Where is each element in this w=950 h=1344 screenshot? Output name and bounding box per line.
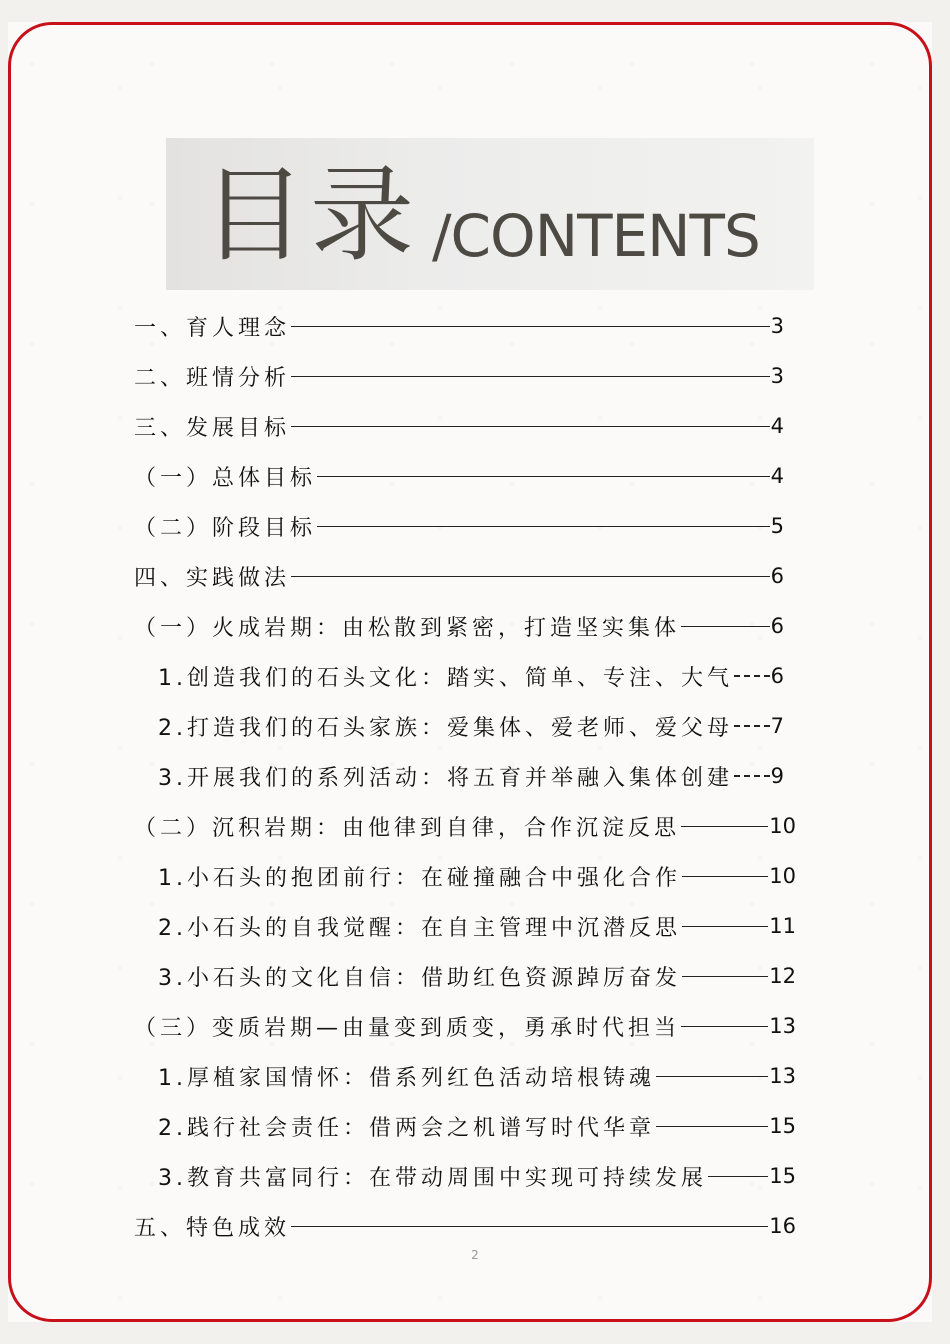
toc-entry-label: 2.打造我们的石头家族：爱集体、爱老师、爱父母	[158, 715, 733, 741]
toc-entry-label: 四、实践做法	[134, 565, 291, 591]
toc-leader-line	[708, 1176, 768, 1177]
toc-entry[interactable]	[134, 1006, 796, 1046]
toc-entry-label: 2.小石头的自我觉醒：在自主管理中沉潜反思	[158, 915, 681, 941]
toc-leader-line	[656, 1076, 768, 1077]
toc-entry-label: 三、发展目标	[134, 415, 291, 441]
toc-entry-page: 10	[769, 864, 796, 888]
toc-leader-line	[734, 725, 770, 727]
toc-entry-page: 11	[769, 914, 796, 938]
toc-entry[interactable]	[158, 1106, 796, 1146]
toc-entry-page: 9	[770, 764, 784, 788]
toc-entry-page: 16	[769, 1214, 796, 1238]
toc-leader-line	[681, 826, 768, 827]
toc-leader-line	[682, 976, 768, 977]
toc-leader-line	[681, 626, 770, 627]
toc-entry[interactable]	[134, 456, 784, 496]
toc-entry-page: 13	[769, 1014, 796, 1038]
toc-entry-page: 12	[769, 964, 796, 988]
page-number: 2	[471, 1248, 479, 1262]
toc-leader-line	[681, 1026, 768, 1027]
toc-entry-label: 二、班情分析	[134, 365, 291, 391]
toc-entry-label: 1.创造我们的石头文化：踏实、简单、专注、大气	[158, 665, 733, 691]
toc-entry-label: （三）变质岩期—由量变到质变，勇承时代担当	[134, 1015, 681, 1041]
toc-leader-line	[291, 426, 770, 427]
toc-entry[interactable]	[158, 1156, 796, 1196]
toc-leader-line	[317, 476, 770, 477]
toc-entry-label: 3.教育共富同行：在带动周围中实现可持续发展	[158, 1165, 707, 1191]
toc-leader-line	[317, 526, 770, 527]
toc-entry-page: 3	[770, 364, 784, 388]
toc-entry[interactable]	[158, 1056, 796, 1096]
toc-entry[interactable]	[158, 906, 796, 946]
toc-entry-label: （二）沉积岩期：由他律到自律，合作沉淀反思	[134, 815, 681, 841]
toc-entry-label: 2.践行社会责任：借两会之机谱写时代华章	[158, 1115, 655, 1141]
toc-entry-label: 3.开展我们的系列活动：将五育并举融入集体创建	[158, 765, 733, 791]
toc-entry-page: 5	[770, 514, 784, 538]
toc-entry-label: 1.小石头的抱团前行：在碰撞融合中强化合作	[158, 865, 681, 891]
toc-entry[interactable]	[134, 1206, 796, 1246]
toc-entry-label: 五、特色成效	[134, 1215, 291, 1241]
toc-entry[interactable]	[134, 506, 784, 546]
toc-leader-line	[682, 926, 768, 927]
page-title-en: /CONTENTS	[432, 202, 760, 270]
toc-entry-label: （一）火成岩期：由松散到紧密，打造坚实集体	[134, 615, 681, 641]
toc-leader-line	[734, 675, 770, 677]
toc-entry[interactable]	[134, 556, 784, 596]
toc-entry-label: 3.小石头的文化自信：借助红色资源踔厉奋发	[158, 965, 681, 991]
toc-entry-label: （二）阶段目标	[134, 515, 317, 541]
toc-entry-page: 13	[769, 1064, 796, 1088]
toc-entry-page: 4	[770, 464, 784, 488]
toc-entry-label: （一）总体目标	[134, 465, 317, 491]
toc-leader-line	[291, 376, 770, 377]
toc-entry[interactable]	[158, 706, 784, 746]
toc-leader-line	[291, 326, 770, 327]
toc-entry-page: 15	[769, 1114, 796, 1138]
toc-entry[interactable]	[134, 606, 784, 646]
toc-entry-page: 15	[769, 1164, 796, 1188]
toc-leader-line	[291, 1226, 768, 1227]
toc-entry-page: 6	[770, 664, 784, 688]
toc-entry-page: 7	[770, 714, 784, 738]
toc-entry[interactable]	[158, 756, 784, 796]
toc-entry[interactable]	[134, 406, 784, 446]
toc-leader-line	[682, 876, 768, 877]
toc-entry-label: 一、育人理念	[134, 315, 291, 341]
toc-leader-line	[734, 775, 770, 777]
toc-entry-label: 1.厚植家国情怀：借系列红色活动培根铸魂	[158, 1065, 655, 1091]
toc-entry[interactable]	[158, 856, 796, 896]
toc-entry-page: 6	[770, 564, 784, 588]
toc-entry-page: 4	[770, 414, 784, 438]
toc-entry-page: 10	[769, 814, 796, 838]
toc-entry[interactable]	[158, 956, 796, 996]
page-title-cn: 目录	[202, 154, 419, 276]
toc-entry-page: 3	[770, 314, 784, 338]
toc-entry[interactable]	[158, 656, 784, 696]
toc-leader-line	[656, 1126, 768, 1127]
toc-entry[interactable]	[134, 806, 796, 846]
toc-leader-line	[291, 576, 770, 577]
toc-entry-page: 6	[770, 614, 784, 638]
toc-entry[interactable]	[134, 356, 784, 396]
toc-entry[interactable]	[134, 306, 784, 346]
